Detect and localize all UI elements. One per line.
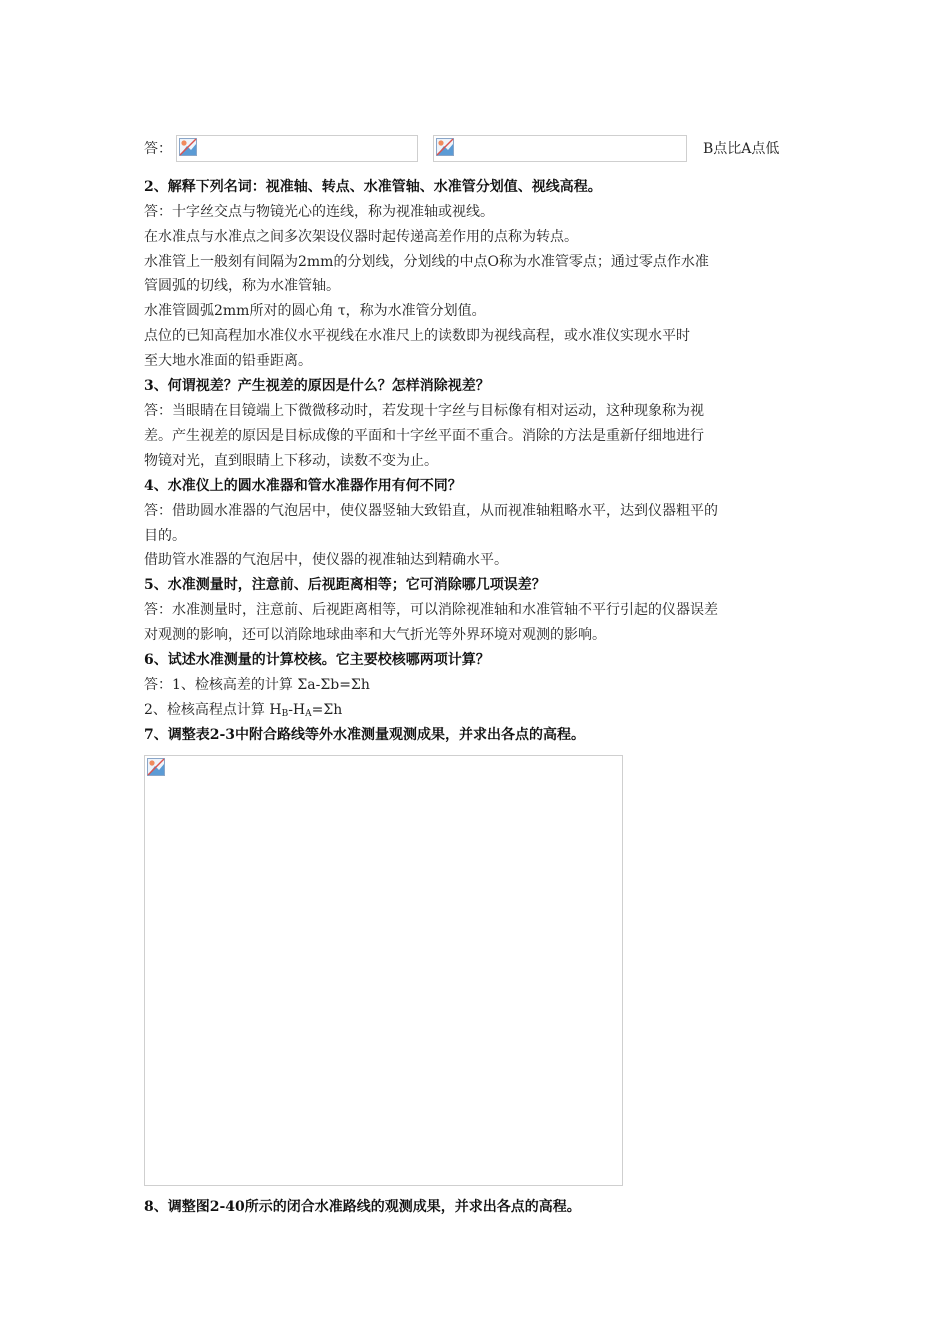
q4-answer-line2: 目的。 (144, 528, 186, 544)
q8-title: 8、调整图2-40所示的闭合水准路线的观测成果，并求出各点的高程。 (144, 1199, 581, 1215)
q2-answer-1: 答：十字丝交点与物镜光心的连线，称为视准轴或视线。 (144, 204, 494, 220)
q5-answer-line1: 答：水准测量时，注意前、后视距离相等，可以消除视准轴和水准管轴不平行引起的仪器误差 (144, 602, 718, 618)
q3-answer-line3: 物镜对光，直到眼睛上下移动，读数不变为止。 (144, 453, 438, 469)
q6-answer-2 (144, 700, 809, 720)
q4-title: 4、水准仪上的圆水准器和管水准器作用有何不同？ (144, 478, 462, 494)
broken-image-icon (436, 138, 454, 156)
q2-answer-5-line2: 至大地水准面的铅垂距离。 (144, 353, 312, 369)
table-image (144, 755, 623, 1186)
subscript-b: B (281, 709, 289, 719)
q2-answer-2: 在水准点与水准点之间多次架设仪器时起传递高差作用的点称为转点。 (144, 229, 578, 245)
q2-answer-3-line1: 水准管上一般刻有间隔为2mm的分划线，分划线的中点O称为水准管零点；通过零点作水准 (144, 254, 709, 270)
q3-answer-line1: 答：当眼睛在目镜端上下微微移动时，若发现十字丝与目标像有相对运动，这种现象称为视 (144, 403, 704, 419)
formula-image-1 (176, 135, 418, 162)
q6-title: 6、试述水准测量的计算校核。它主要校核哪两项计算？ (144, 652, 490, 668)
q5-title: 5、水准测量时，注意前、后视距离相等；它可消除哪几项误差？ (144, 577, 546, 593)
q2-answer-3-line2: 管圆弧的切线，称为水准管轴。 (144, 278, 340, 294)
q5-answer-line2: 对观测的影响，还可以消除地球曲率和大气折光等外界环境对观测的影响。 (144, 627, 606, 643)
q7-title: 7、调整表2-3中附合路线等外水准测量观测成果，并求出各点的高程。 (144, 727, 586, 743)
q4-answer-line1: 答：借助圆水准器的气泡居中，使仪器竖轴大致铅直，从而视准轴粗略水平，达到仪器粗平的 (144, 503, 718, 519)
q6-answer-2-prefix: 2、检核高程点计算 H (144, 702, 282, 718)
q4-answer-line3: 借助管水准器的气泡居中，使仪器的视准轴达到精确水平。 (144, 552, 508, 568)
q6-answer-2-mid: -H (288, 702, 306, 718)
q3-answer-line2: 差。产生视差的原因是目标成像的平面和十字丝平面不重合。消除的方法是重新仔细地进行 (144, 428, 704, 444)
q2-answer-5-line1: 点位的已知高程加水准仪水平视线在水准尺上的读数即为视线高程，或水准仪实现水平时 (144, 328, 690, 344)
q2-answer-4: 水准管圆弧2mm所对的圆心角 τ，称为水准管分划值。 (144, 303, 486, 319)
subscript-a: A (305, 709, 312, 719)
broken-image-icon (147, 758, 165, 776)
q6-answer-1: 答：1、检核高差的计算 Σa-Σb=Σh (144, 677, 370, 693)
q6-answer-2-suffix: =Σh (311, 702, 343, 718)
formula-image-2 (433, 135, 687, 162)
q3-title: 3、何谓视差？产生视差的原因是什么？怎样消除视差？ (144, 378, 490, 394)
q1-answer-suffix: B点比A点低 (703, 141, 780, 157)
q2-title: 2、解释下列名词：视准轴、转点、水准管轴、水准管分划值、视线高程。 (144, 179, 602, 195)
broken-image-icon (179, 138, 197, 156)
q1-answer-prefix: 答： (144, 141, 172, 157)
